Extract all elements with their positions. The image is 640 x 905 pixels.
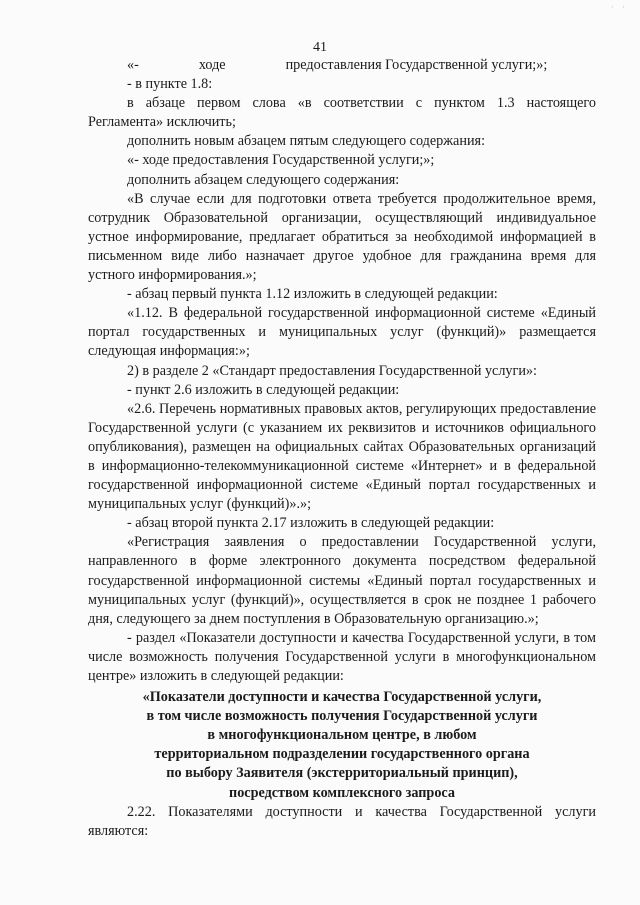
paragraph-point-2-17: - абзац второй пункта 2.17 изложить в следующей редакции: bbox=[127, 515, 495, 532]
scan-corner-mark: · · bbox=[610, 2, 628, 12]
paragraph-2-6-text: «2.6. Перечень нормативных правовых актов, регулирующих предоставление Государственной услуги (с указанием их реквизитов и источников официального опубликования), размещен на официальных сайтах Образовательных организаций в информационно-телекоммуникационной системе «Интернет» и в федеральной государственной информационной системе «Единый портал государственных и муниципальных услуг (функций)».»; bbox=[88, 400, 596, 513]
paragraph-quote-khode: «- ходе предоставления Государственной услуги;»; bbox=[127, 152, 435, 169]
page-number: 41 bbox=[313, 40, 327, 55]
section-heading bbox=[88, 688, 596, 803]
heading-line: территориальном подразделении государственного органа bbox=[154, 746, 530, 763]
paragraph-1-12-text: «1.12. В федеральной государственной информационной системе «Единый портал государственных и муниципальных услуг (функций)» размещается следующая информация:»; bbox=[88, 305, 596, 360]
paragraph-point-2-6: - пункт 2.6 изложить в следующей редакции: bbox=[127, 381, 400, 398]
heading-line: в том числе возможность получения Государственной услуги bbox=[146, 708, 538, 725]
paragraph-section-indicators: - раздел «Показатели доступности и качества Государственной услуги, в том числе возможность получения Государственной услуги в многофункциональном центре» изложить в следующей редакции: bbox=[88, 629, 596, 684]
heading-line: «Показатели доступности и качества Государственной услуги, bbox=[142, 689, 542, 706]
paragraph-dash-item bbox=[88, 56, 596, 75]
paragraph-registration: «Регистрация заявления о предоставлении Государственной услуги, направленного в форме электронного документа посредством федеральной государственной информационной системы «Единый портал государственных и муниципальных услуг (функций)», осуществляется в срок не позднее 1 рабочего дня, следующего за днем поступления в Образовательную организацию.»; bbox=[88, 534, 596, 627]
paragraph-first-abzac: в абзаце первом слова «в соответствии с пунктом 1.3 настоящего Регламента» исключить; bbox=[88, 95, 596, 131]
paragraph-point-1-8: - в пункте 1.8: bbox=[127, 76, 213, 93]
paragraph-add-fifth: дополнить новым абзацем пятым следующего содержания: bbox=[127, 133, 486, 150]
phrase-service: предоставления Государственной услуги;»; bbox=[285, 57, 548, 73]
paragraph-point-2-22: 2.22. Показателями доступности и качества Государственной услуги являются: bbox=[88, 803, 596, 839]
paragraph-section-2: 2) в разделе 2 «Стандарт предоставления Государственной услуги»: bbox=[127, 362, 537, 379]
document-body bbox=[88, 56, 596, 841]
quote-dash: «- bbox=[127, 57, 139, 73]
heading-line: по выбору Заявителя (экстерриториальный принцип), bbox=[166, 765, 518, 782]
heading-line: в многофункциональном центре, в любом bbox=[207, 727, 477, 744]
heading-line: посредством комплексного запроса bbox=[229, 784, 455, 801]
paragraph-oral-info: «В случае если для подготовки ответа требуется продолжительное время, сотрудник Образовательной организации, осуществляющий индивидуальное устное информирование, предлагает обратиться за необходимой информацией в письменном виде либо назначает другое удобное для гражданина время для устного информирования.»; bbox=[88, 190, 596, 284]
paragraph-add-abzac: дополнить абзацем следующего содержания: bbox=[127, 171, 400, 188]
paragraph-point-1-12: - абзац первый пункта 1.12 изложить в следующей редакции: bbox=[127, 286, 498, 303]
word-khode: ходе bbox=[198, 57, 226, 73]
